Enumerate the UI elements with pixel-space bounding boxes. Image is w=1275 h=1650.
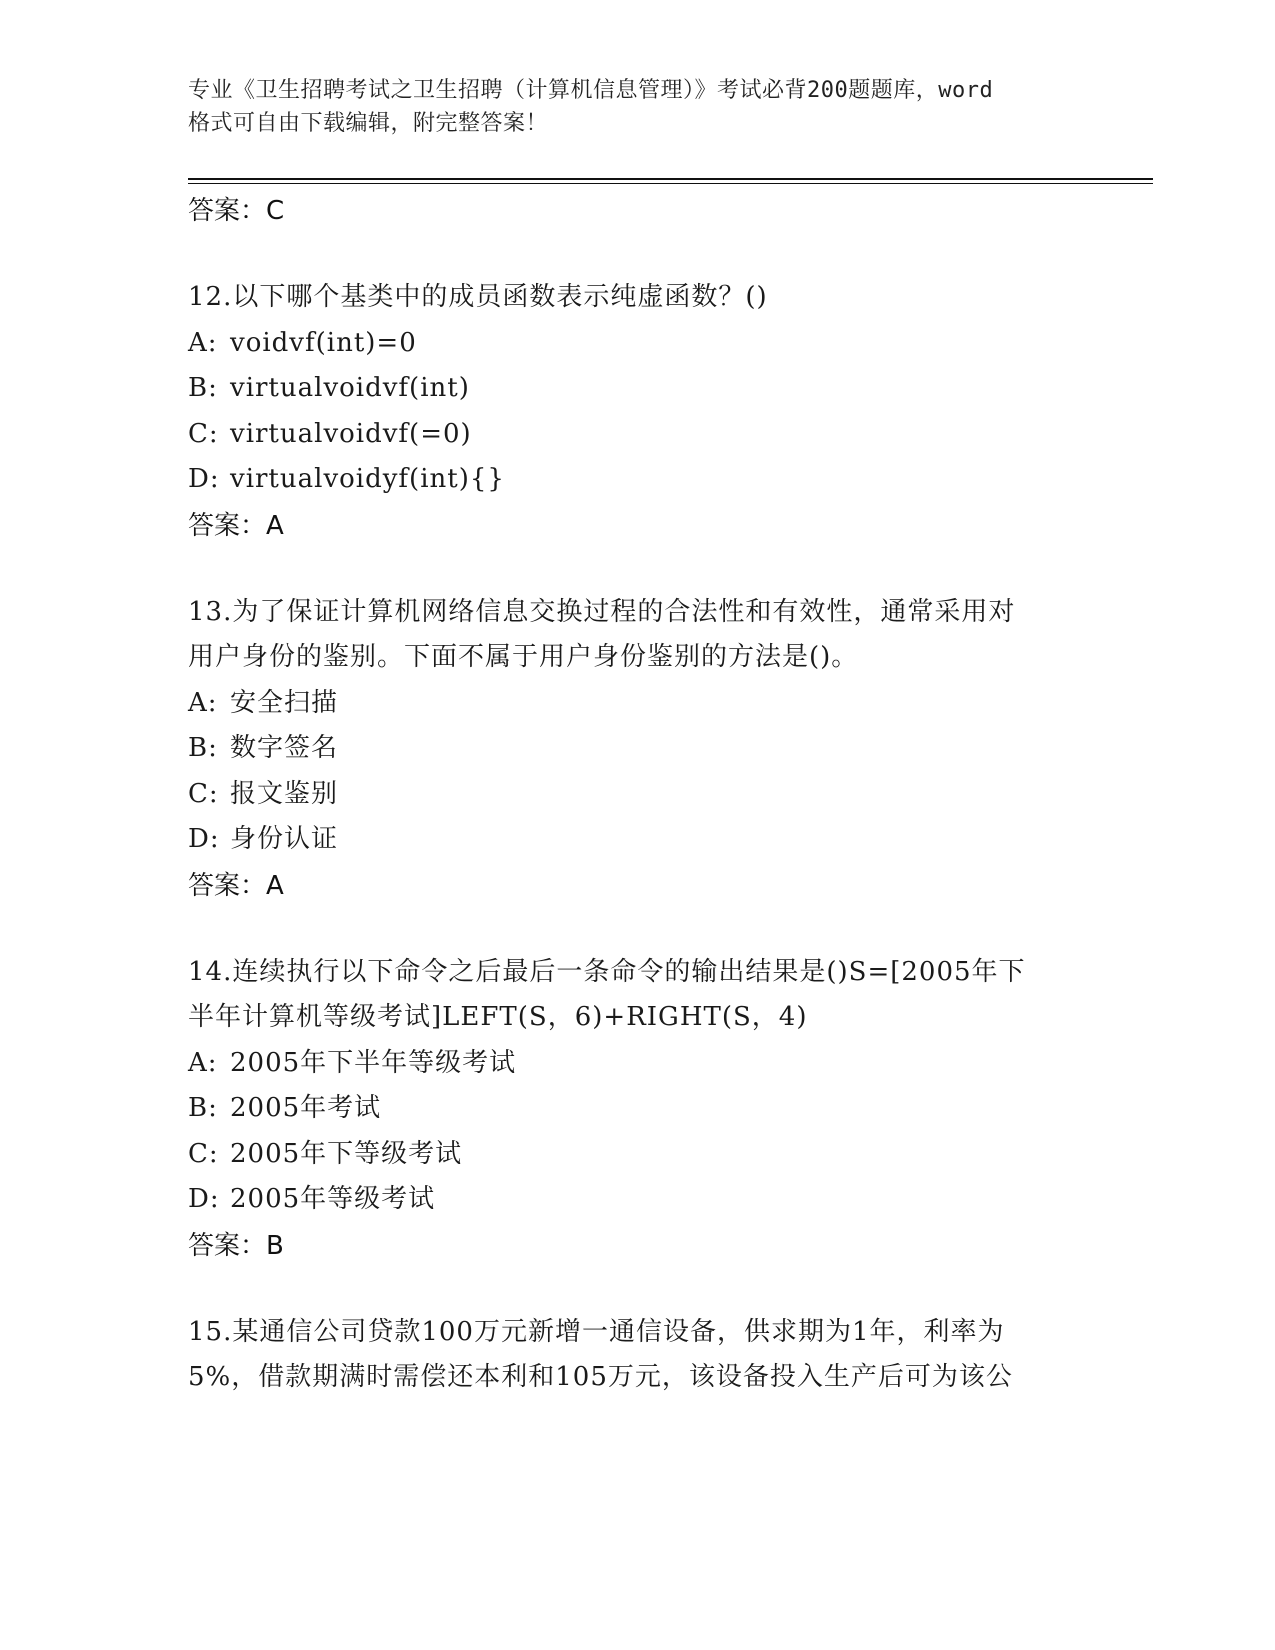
spacer bbox=[188, 234, 1088, 275]
option-letter: B: bbox=[188, 373, 218, 403]
option-a bbox=[188, 1041, 1088, 1087]
option-text: 2005年等级考试 bbox=[230, 1184, 436, 1214]
option-d bbox=[188, 817, 1088, 863]
answer: 答案：A bbox=[188, 870, 284, 901]
header-rule-thick bbox=[188, 178, 1153, 180]
answer: 答案：A bbox=[188, 510, 284, 541]
option-letter: D: bbox=[188, 464, 220, 494]
option-text: 数字签名 bbox=[230, 733, 339, 763]
option-d bbox=[188, 457, 1088, 503]
option-text: 安全扫描 bbox=[230, 687, 339, 718]
answer-previous: 答案：C bbox=[188, 196, 285, 226]
spacer bbox=[188, 909, 1088, 950]
option-letter: D: bbox=[188, 1184, 220, 1214]
option-text: 2005年下等级考试 bbox=[230, 1138, 463, 1169]
option-letter: D: bbox=[188, 824, 220, 854]
answer: 答案：B bbox=[188, 1230, 284, 1261]
option-text: 2005年考试 bbox=[230, 1093, 382, 1123]
option-letter: C: bbox=[188, 778, 219, 809]
question-text: 5%，借款期满时需偿还本利和105万元，该设备投入生产后可为该公 bbox=[188, 1362, 1013, 1392]
option-letter: A: bbox=[188, 1047, 218, 1078]
question-text: 用户身份的鉴别。下面不属于用户身份鉴别的方法是()。 bbox=[188, 642, 859, 672]
header-line-1: 专业《卫生招聘考试之卫生招聘（计算机信息管理）》考试必背200题题库，word bbox=[188, 78, 994, 103]
question-text: 14.连续执行以下命令之后最后一条命令的输出结果是()S=[2005年下 bbox=[188, 956, 1026, 987]
option-c bbox=[188, 1132, 1088, 1178]
spacer bbox=[188, 1269, 1088, 1310]
question-text: 半年计算机等级考试]LEFT(S，6)+RIGHT(S，4) bbox=[188, 1002, 808, 1032]
option-b bbox=[188, 366, 1088, 412]
option-text: 身份认证 bbox=[230, 824, 339, 854]
header-line-2: 格式可自由下载编辑，附完整答案！ bbox=[188, 111, 549, 136]
option-letter: C: bbox=[188, 418, 219, 449]
page-header bbox=[188, 74, 1088, 140]
header-rule-thin bbox=[188, 183, 1153, 184]
option-a bbox=[188, 681, 1088, 727]
option-b bbox=[188, 726, 1088, 772]
option-d bbox=[188, 1177, 1088, 1223]
option-b bbox=[188, 1086, 1088, 1132]
option-letter: B: bbox=[188, 1093, 218, 1123]
question-text: 15.某通信公司贷款100万元新增一通信设备，供求期为1年，利率为 bbox=[188, 1316, 1005, 1347]
option-a bbox=[188, 321, 1088, 367]
question-14 bbox=[188, 950, 1088, 1269]
option-letter: B: bbox=[188, 733, 218, 763]
option-text: 2005年下半年等级考试 bbox=[230, 1047, 517, 1078]
option-text: voidvf(int)=0 bbox=[230, 327, 417, 358]
question-12 bbox=[188, 275, 1088, 549]
question-13 bbox=[188, 590, 1088, 909]
document-body bbox=[188, 188, 1088, 1401]
option-text: virtualvoidvf(int) bbox=[230, 373, 470, 403]
option-letter: A: bbox=[188, 327, 218, 358]
question-text: 12.以下哪个基类中的成员函数表示纯虚函数？() bbox=[188, 282, 768, 312]
option-c bbox=[188, 772, 1088, 818]
option-text: virtualvoidyf(int){} bbox=[230, 464, 505, 494]
spacer bbox=[188, 549, 1088, 590]
option-letter: C: bbox=[188, 1138, 219, 1169]
option-text: 报文鉴别 bbox=[230, 778, 339, 809]
question-text: 13.为了保证计算机网络信息交换过程的合法性和有效性，通常采用对 bbox=[188, 596, 1016, 627]
option-text: virtualvoidvf(=0) bbox=[230, 418, 472, 449]
option-letter: A: bbox=[188, 687, 218, 718]
option-c bbox=[188, 412, 1088, 458]
question-15 bbox=[188, 1310, 1088, 1401]
